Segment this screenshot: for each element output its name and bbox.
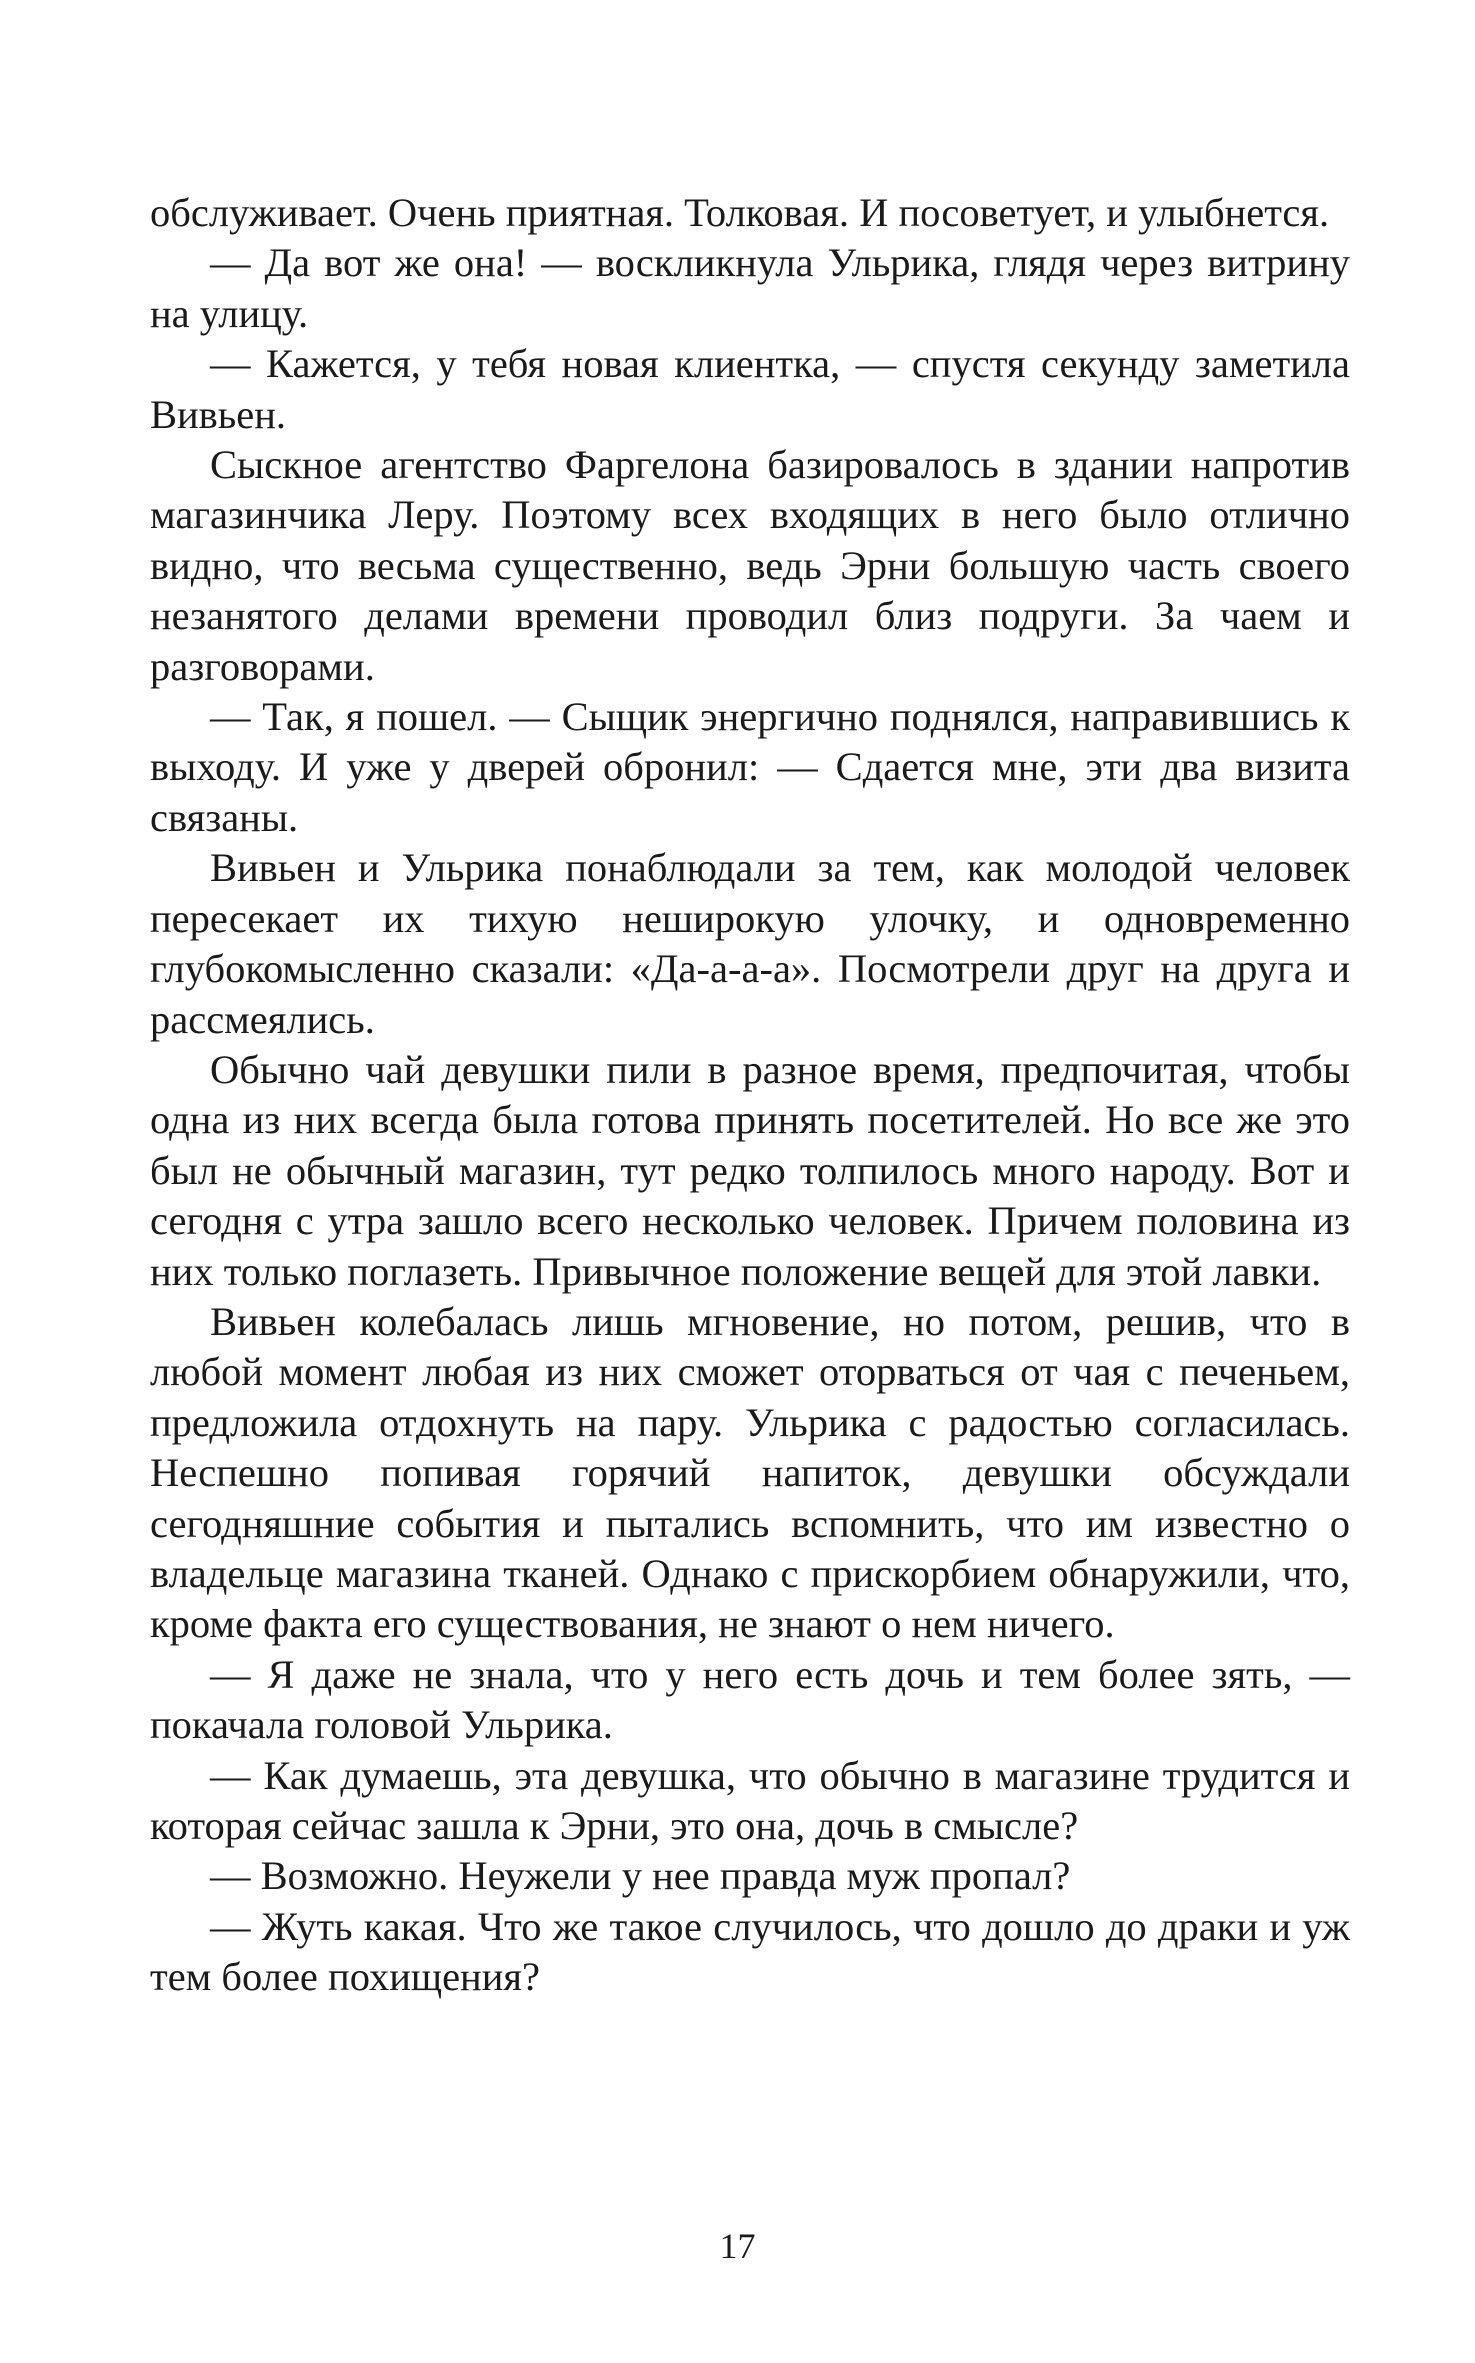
paragraph: Вивьен и Ульрика понаблюдали за тем, как молодой человек пересекает их тихую неширокую улочку, и одновременно глубокомысленно сказали: «Да-а-а-а». Посмотрели друг на друга и рассмеялись. [150, 845, 1350, 1042]
paragraph: Сыскное агентство Фаргелона базировалось в здании напротив магазинчика Леру. Поэтому всех входящих в него было отлично видно, что весьма существенно, ведь Эрни большую часть своего незанятого делами времени проводил близ подруги. За чаем и разговорами. [150, 442, 1350, 689]
paragraph: — Как думаешь, эта девушка, что обычно в магазине трудится и которая сейчас зашла к Эрни, это она, дочь в смысле? [150, 1752, 1350, 1848]
paragraph: — Возможно. Неужели у нее правда муж пропал? [210, 1853, 1071, 1899]
page-number: 17 [719, 2226, 756, 2266]
book-page-text [150, 188, 1350, 2003]
paragraph: Обычно чай девушки пили в разное время, предпочитая, чтобы одна из них всегда была готова принять посетителей. Но все же это был не обычный магазин, тут редко толпилось много народу. Вот и сегодня с утра зашло всего несколько человек. Причем половина из них только поглазеть. Привычное положение вещей для этой лавки. [150, 1046, 1350, 1294]
paragraph: обслуживает. Очень приятная. Толковая. И посоветует, и улыбнется. [150, 190, 1330, 235]
paragraph: — Я даже не знала, что у него есть дочь и тем более зять, — покачала головой Ульрика. [150, 1651, 1350, 1748]
paragraph: — Жуть какая. Что же такое случилось, что дошло до драки и уж тем более похищения? [150, 1903, 1350, 2000]
paragraph: — Да вот же она! — воскликнула Ульрика, глядя через витрину на улицу. [150, 240, 1350, 336]
paragraph: — Кажется, у тебя новая клиентка, — спустя секунду заметила Вивьен. [150, 341, 1350, 437]
paragraph: — Так, я пошел. — Сыщик энергично поднялся, направившись к выходу. И уже у дверей обронил: — Сдается мне, эти два визита связаны. [150, 694, 1350, 840]
paragraph: Вивьен колебалась лишь мгновение, но потом, решив, что в любой момент любая из них сможет оторваться от чая с печеньем, предложила отдохнуть на пару. Ульрика с радостью согласилась. Неспешно попивая горячий напиток, девушки обсуждали сегодняшние события и пытались вспомнить, что им известно о владельце магазина тканей. Однако с прискорбием обнаружили, что, кроме факта его существования, не знают о нем ничего. [150, 1298, 1350, 1647]
